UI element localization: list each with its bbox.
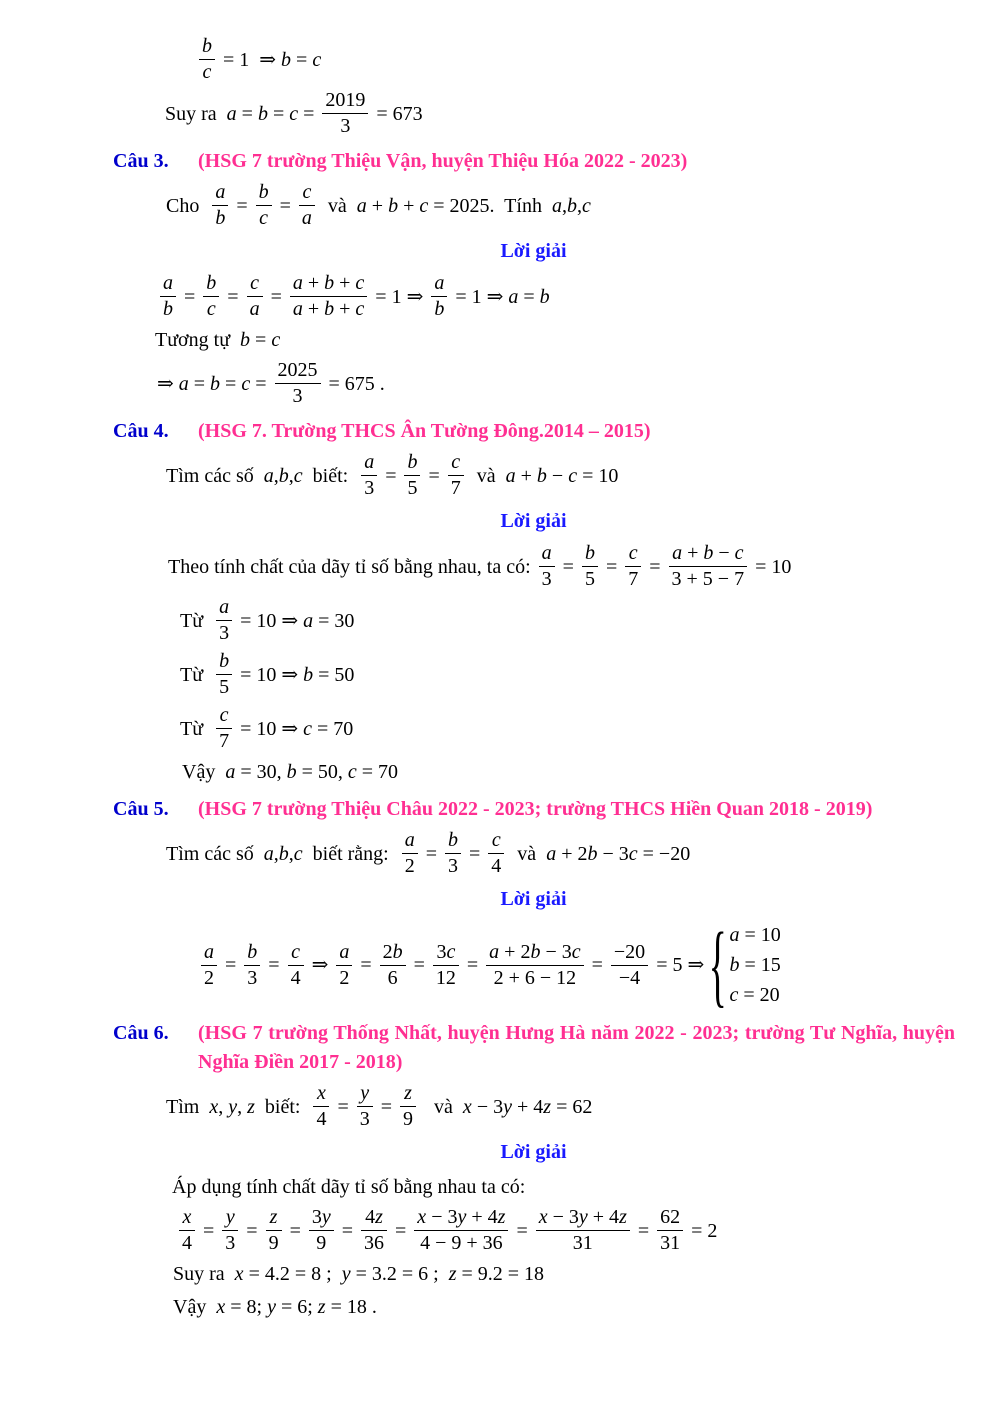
math-run: = <box>284 1219 306 1242</box>
math-run: = <box>464 842 486 865</box>
math-line <box>166 181 994 230</box>
math-run: = <box>408 954 430 976</box>
fraction-denominator: 4 <box>179 1230 195 1255</box>
fraction <box>433 941 459 990</box>
fraction-denominator: 9 <box>266 1230 282 1255</box>
math-run: = 10 ⇒ a = 30 <box>235 609 355 632</box>
fraction-numerator: z <box>404 1082 412 1104</box>
math-run: z = 9.2 = 18 <box>448 1263 545 1285</box>
fraction-numerator: a <box>219 596 230 618</box>
fraction-denominator: b <box>431 296 447 321</box>
fraction-denominator: 3 <box>357 1106 373 1131</box>
fraction <box>404 451 420 500</box>
text-run: và <box>419 1095 463 1118</box>
fraction-denominator: 31 <box>657 1230 683 1255</box>
left-brace: { <box>708 914 727 1016</box>
fraction-numerator: a + 2b − 3c <box>489 940 581 963</box>
fraction <box>275 359 321 408</box>
equation-rows <box>730 920 781 1010</box>
fraction-numerator: x − 3y + 4z <box>538 1206 627 1228</box>
fraction <box>299 181 315 230</box>
math-line <box>168 542 994 591</box>
text-run: Suy ra <box>173 1263 235 1285</box>
math-run: = 10 ⇒ b = 50 <box>235 663 355 686</box>
fraction <box>256 181 272 230</box>
math-line <box>166 829 994 878</box>
question-source: (HSG 7. Trường THCS Ân Tường Đông.2014 – 2015) <box>198 420 651 442</box>
math-run: = 1 ⇒ a = b <box>450 285 550 308</box>
equation-row: b = 15 <box>729 954 781 976</box>
equation-row: c = 20 <box>729 984 780 1006</box>
math-run: = 5 ⇒ <box>651 954 705 976</box>
text-run: Vậy <box>173 1296 217 1318</box>
fraction-numerator: b <box>247 940 258 963</box>
fraction <box>669 542 748 591</box>
fraction-denominator: 2 <box>201 965 217 990</box>
fraction <box>222 1206 238 1255</box>
fraction-numerator: 2019 <box>325 89 366 111</box>
fraction <box>160 272 176 321</box>
question-source: (HSG 7 trường Thống Nhất, huyện Hưng Hà năm 2022 - 2023; trường Tư Nghĩa, huyện Nghĩa Điền 2017 - 2018) <box>198 1022 955 1073</box>
fraction <box>611 941 648 990</box>
text-run: Tương tự <box>155 329 241 351</box>
math-run: ⇒ a = b = c = <box>157 372 272 395</box>
fraction-numerator: a <box>364 451 375 473</box>
fraction-numerator: z <box>269 1206 278 1228</box>
math-line <box>173 1260 994 1288</box>
equation-row: a = 10 <box>729 924 781 946</box>
math-line <box>157 359 994 408</box>
solution-header: Lời giải <box>500 1141 567 1163</box>
fraction <box>414 1206 508 1255</box>
math-line <box>176 1206 994 1255</box>
fraction-numerator: a + b + c <box>292 272 365 294</box>
fraction-denominator: b <box>212 205 228 230</box>
document-content <box>0 35 994 1321</box>
fraction-denominator: 2 <box>402 853 418 878</box>
fraction <box>536 1206 630 1255</box>
math-run: x = 8; y = 6; z = 18 <box>216 1296 367 1318</box>
fraction <box>201 941 217 990</box>
fraction-numerator: c <box>291 940 300 963</box>
fraction-numerator: c <box>451 451 461 473</box>
math-run: = <box>600 555 623 578</box>
math-line <box>157 272 994 321</box>
solution-header: Lời giải <box>500 240 567 262</box>
math-run: = <box>632 1219 655 1242</box>
fraction <box>266 1206 282 1255</box>
text-run: Suy ra <box>165 102 227 125</box>
fraction-numerator: a <box>434 272 445 294</box>
fraction <box>486 941 583 990</box>
text-run: Vậy <box>182 761 226 783</box>
fraction-denominator: 2 <box>336 965 352 990</box>
math-run: = <box>263 954 285 976</box>
fraction-numerator: b <box>584 542 595 564</box>
fraction <box>216 596 232 645</box>
fraction-numerator: a <box>163 272 173 294</box>
fraction <box>361 1206 387 1255</box>
fraction-denominator: c <box>203 296 219 321</box>
fraction <box>361 451 377 500</box>
fraction-numerator: c <box>491 829 501 851</box>
math-run: = <box>179 285 201 308</box>
question-number: Câu 6. <box>113 1022 169 1044</box>
fraction <box>539 542 555 591</box>
math-run: = <box>220 954 242 976</box>
fraction-denominator: 31 <box>536 1230 630 1255</box>
question-header <box>0 795 994 824</box>
fraction-denominator: 3 <box>445 853 461 878</box>
math-run: = <box>265 285 287 308</box>
math-run: y = 3.2 = 6 <box>341 1263 429 1285</box>
math-run: = <box>461 954 484 976</box>
text-run: Tìm các số <box>166 464 264 487</box>
fraction-denominator: 3 <box>539 566 555 591</box>
question-source: (HSG 7 trường Thiệu Châu 2022 - 2023; trường THCS Hiền Quan 2018 - 2019) <box>198 798 873 820</box>
math-run: a = 30, b = 50, c = 70 <box>225 761 399 783</box>
math-run: = <box>198 1219 220 1242</box>
fraction <box>216 704 232 753</box>
fraction-denominator: 3 <box>244 965 260 990</box>
fraction-numerator: x − 3y + 4z <box>417 1206 506 1228</box>
fraction <box>199 35 215 84</box>
question-number: Câu 3. <box>113 150 169 172</box>
math-run: = 2 <box>686 1219 718 1242</box>
fraction-denominator: 6 <box>380 965 406 990</box>
fraction <box>657 1206 683 1255</box>
math-run: = <box>375 1095 398 1118</box>
math-line <box>166 1082 994 1131</box>
math-run: a + b + c = 2025. <box>356 194 495 217</box>
fraction-denominator: 4 <box>488 853 504 878</box>
text-run: và <box>466 464 506 487</box>
fraction <box>288 941 304 990</box>
text-run: Từ <box>180 717 214 740</box>
math-run: a,b,c <box>263 464 303 487</box>
fraction-numerator: 2025 <box>277 359 318 381</box>
fraction-numerator: c <box>250 272 259 294</box>
fraction <box>400 1082 416 1131</box>
fraction-denominator: 2 + 6 − 12 <box>486 965 583 990</box>
fraction-numerator: 4z <box>365 1206 383 1228</box>
math-run: = <box>557 555 579 578</box>
math-run: = 1 ⇒ b = c <box>218 48 322 71</box>
question-header <box>0 147 994 176</box>
fraction <box>445 829 461 878</box>
fraction-denominator: 5 <box>582 566 598 591</box>
fraction-numerator: c <box>628 542 638 564</box>
fraction-denominator: 5 <box>404 475 420 500</box>
fraction-denominator: 4 − 9 + 36 <box>414 1230 508 1255</box>
text-run: . <box>374 372 385 395</box>
fraction-denominator: a + b + c <box>290 296 367 321</box>
fraction-denominator: 4 <box>288 965 304 990</box>
fraction <box>431 272 447 321</box>
math-run: a + 2b − 3c = −20 <box>546 842 691 865</box>
math-run: = <box>241 1219 263 1242</box>
fraction-numerator: 3y <box>311 1206 331 1228</box>
fraction <box>212 181 228 230</box>
fraction <box>448 451 464 500</box>
solution-header: Lời giải <box>500 510 567 532</box>
math-run: = <box>423 464 445 487</box>
text-run: Tìm các số <box>166 842 264 865</box>
fraction <box>402 829 418 878</box>
fraction-denominator: 7 <box>625 566 641 591</box>
fraction <box>290 272 367 321</box>
fraction-numerator: 62 <box>660 1206 681 1228</box>
fraction-denominator: 5 <box>216 674 232 699</box>
fraction-numerator: a <box>339 940 350 963</box>
fraction <box>179 1206 195 1255</box>
math-line <box>165 89 994 138</box>
fraction <box>582 542 598 591</box>
math-line <box>180 650 994 699</box>
fraction-numerator: x <box>317 1082 326 1104</box>
fraction-numerator: −20 <box>613 940 646 963</box>
text-run: Tính <box>494 194 552 217</box>
question-number: Câu 4. <box>113 420 169 442</box>
fraction-numerator: a <box>204 940 214 963</box>
text-run: biết rằng: <box>302 842 399 865</box>
fraction-numerator: y <box>360 1082 370 1104</box>
fraction-denominator: c <box>256 205 272 230</box>
question-source: (HSG 7 trường Thiệu Vận, huyện Thiệu Hóa 2022 - 2023) <box>198 150 688 172</box>
math-run: b = c <box>240 329 281 351</box>
fraction-numerator: c <box>219 704 229 726</box>
text-run: . <box>366 1296 377 1318</box>
fraction-denominator: 9 <box>309 1230 334 1255</box>
text-run: Theo tính chất của dãy tỉ số bằng nhau, ta có: <box>168 555 536 578</box>
question-number: Câu 5. <box>113 798 169 820</box>
fraction <box>336 941 352 990</box>
fraction <box>380 941 406 990</box>
text-run: Từ <box>180 609 214 632</box>
fraction-denominator: 3 <box>216 620 232 645</box>
math-line <box>155 326 994 354</box>
math-run: = <box>644 555 666 578</box>
fraction-numerator: b <box>219 650 230 672</box>
fraction-denominator: 7 <box>216 728 232 753</box>
text-run: biết: <box>302 464 359 487</box>
math-run: = <box>336 1219 359 1242</box>
math-run: x − 3y + 4z = 62 <box>462 1095 593 1118</box>
math-run: = <box>231 194 253 217</box>
fraction-numerator: a <box>215 181 226 203</box>
fraction <box>313 1082 329 1131</box>
math-line <box>196 35 994 84</box>
math-run: a,b,c <box>263 842 303 865</box>
math-run: = <box>420 842 443 865</box>
solution-header: Lời giải <box>500 888 567 910</box>
fraction-numerator: b <box>407 451 418 473</box>
fraction-numerator: b <box>202 35 212 57</box>
text-run: Tìm <box>166 1095 210 1118</box>
fraction-denominator: 3 <box>361 475 377 500</box>
fraction-numerator: a <box>404 829 415 851</box>
math-run: a,b,c <box>551 194 591 217</box>
fraction-denominator: 7 <box>448 475 464 500</box>
math-run: ⇒ <box>306 954 334 976</box>
math-line <box>172 1173 994 1201</box>
fraction-denominator: 3 + 5 − 7 <box>669 566 748 591</box>
fraction-denominator: a <box>247 296 263 321</box>
math-run: = 673 <box>371 102 423 125</box>
fraction-denominator: 3 <box>322 113 368 138</box>
math-run: = 10 <box>750 555 792 578</box>
math-line <box>180 596 994 645</box>
fraction-numerator: x <box>182 1206 192 1228</box>
fraction-denominator: 3 <box>275 383 321 408</box>
fraction-denominator: b <box>160 296 176 321</box>
math-run: = <box>511 1219 533 1242</box>
text-run: biết: <box>254 1095 311 1118</box>
math-run: x = 4.2 = 8 <box>234 1263 322 1285</box>
math-run: = 1 ⇒ <box>370 285 429 308</box>
fraction-numerator: b <box>206 272 217 294</box>
text-run: Cho <box>166 194 210 217</box>
fraction-denominator: 4 <box>313 1106 329 1131</box>
fraction-denominator: c <box>199 59 215 84</box>
fraction-denominator: 12 <box>433 965 459 990</box>
math-run: = <box>222 285 244 308</box>
fraction <box>357 1082 373 1131</box>
math-line <box>182 758 994 786</box>
fraction-denominator: a <box>299 205 315 230</box>
fraction-numerator: a <box>541 542 552 564</box>
fraction <box>203 272 219 321</box>
math-run: = 675 <box>323 372 375 395</box>
math-run: = <box>332 1095 354 1118</box>
fraction <box>488 829 504 878</box>
fraction-numerator: a + b − c <box>672 542 744 564</box>
text-run: Từ <box>180 663 214 686</box>
fraction-denominator: 9 <box>400 1106 416 1131</box>
question-header <box>0 417 994 446</box>
fraction-denominator: −4 <box>611 965 648 990</box>
fraction-numerator: b <box>258 181 269 203</box>
fraction-numerator: 3c <box>436 940 456 963</box>
fraction-numerator: y <box>225 1206 235 1228</box>
fraction-denominator: 3 <box>222 1230 238 1255</box>
math-run: = <box>380 464 402 487</box>
fraction <box>625 542 641 591</box>
fraction <box>309 1206 334 1255</box>
system-of-equations <box>708 914 781 1016</box>
fraction <box>216 650 232 699</box>
fraction <box>322 89 368 138</box>
fraction <box>247 272 263 321</box>
fraction-numerator: c <box>302 181 312 203</box>
math-run: = <box>355 954 377 976</box>
text-run: ; <box>428 1263 449 1285</box>
math-run: = <box>586 954 608 976</box>
math-run: x, y, z <box>209 1095 255 1118</box>
math-line <box>173 1293 994 1321</box>
math-line <box>198 914 994 1016</box>
text-run: và <box>507 842 547 865</box>
math-line <box>180 704 994 753</box>
text-run: Áp dụng tính chất dãy tỉ số bằng nhau ta có: <box>172 1176 526 1198</box>
text-run: và <box>317 194 357 217</box>
text-run: ; <box>321 1263 342 1285</box>
question-header <box>0 1019 994 1077</box>
math-run: a = b = c = <box>226 102 320 125</box>
math-run: = <box>390 1219 412 1242</box>
math-run: = <box>274 194 296 217</box>
math-run: a + b − c = 10 <box>505 464 619 487</box>
fraction-numerator: b <box>448 829 459 851</box>
fraction-denominator: 36 <box>361 1230 387 1255</box>
math-run: = 10 ⇒ c = 70 <box>235 717 354 740</box>
fraction <box>244 941 260 990</box>
math-line <box>166 451 994 500</box>
fraction-numerator: 2b <box>382 940 403 963</box>
